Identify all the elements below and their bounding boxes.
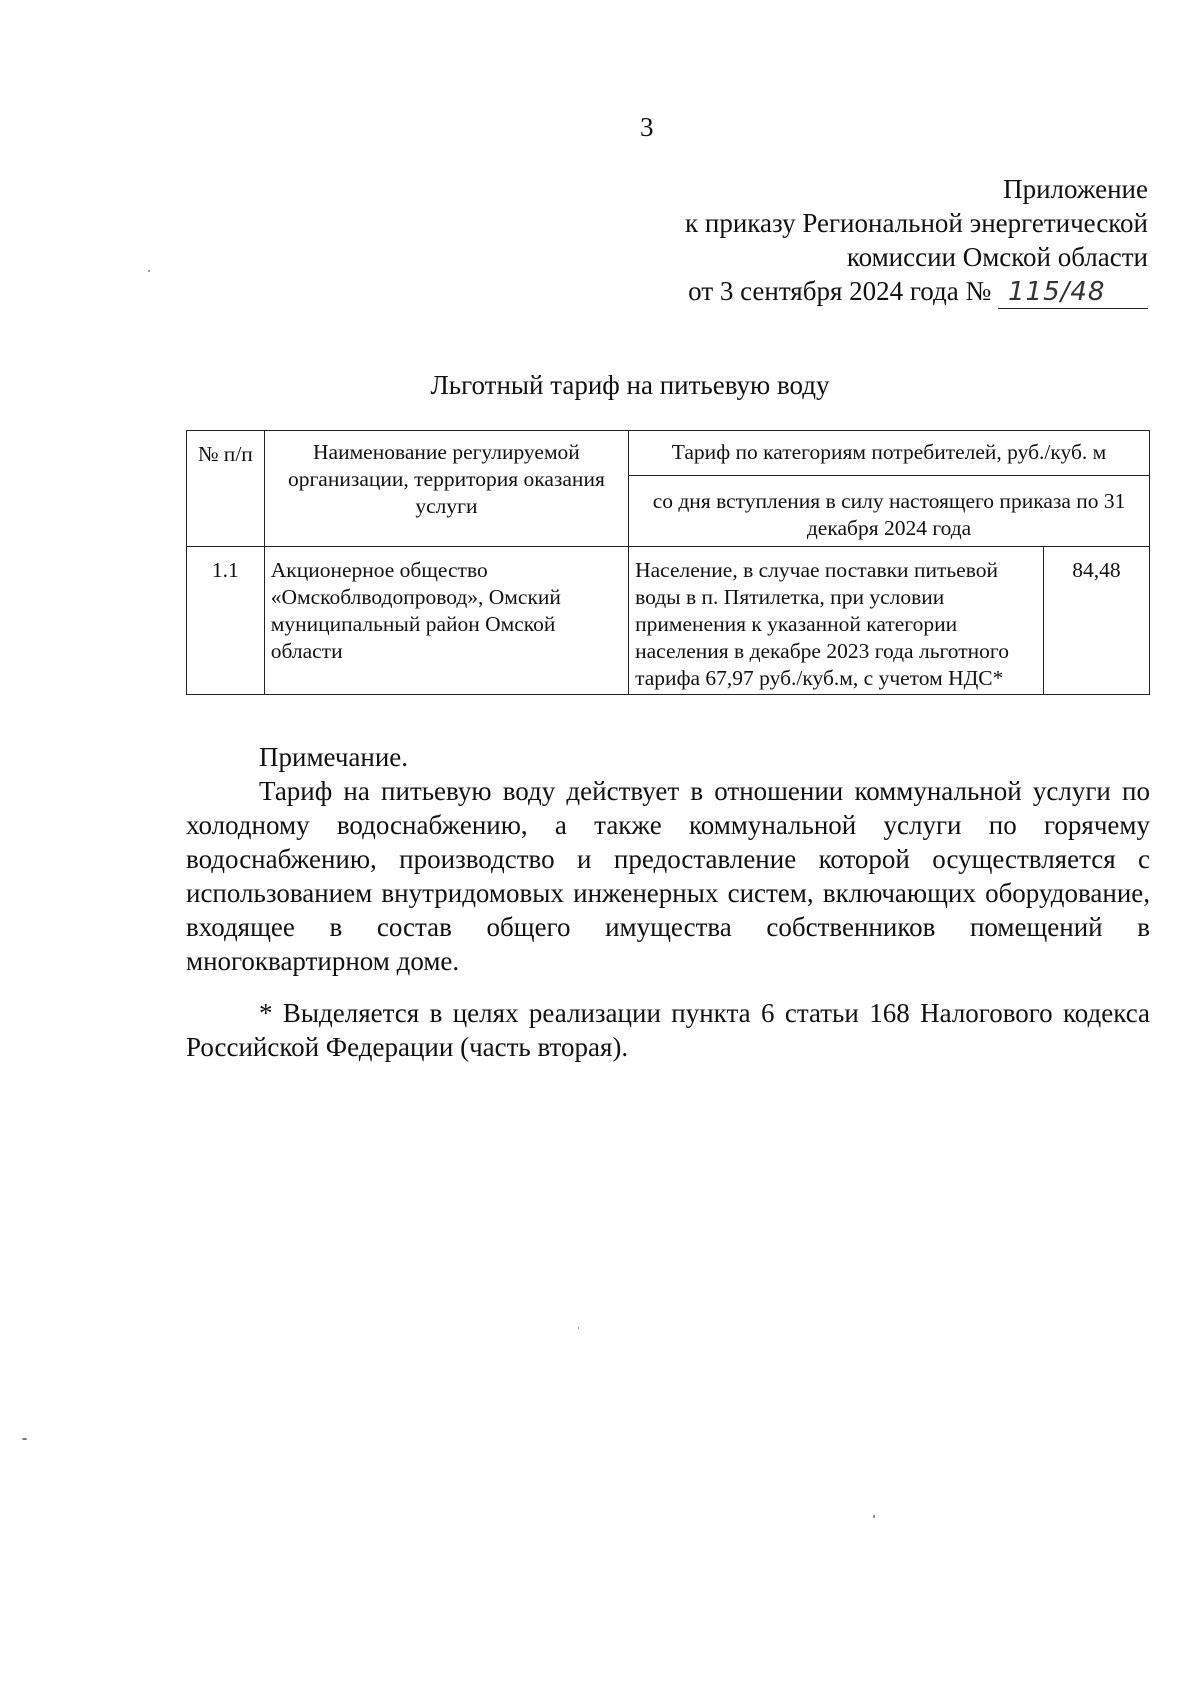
row-org: Акционерное общество «Омскоблводопровод», Омский муниципальный район Омской области [264, 547, 628, 695]
tariff-table [186, 430, 1150, 695]
scan-speck [578, 1327, 579, 1329]
footnote: * Выделяется в целях реализации пункта 6 статьи 168 Налогового кодекса Российской Федерации (часть вторая). [186, 998, 1150, 1062]
header-org: Наименование регулируемой организации, территория оказания услуги [264, 431, 628, 547]
row-tariff-value: 84,48 [1043, 547, 1149, 695]
scan-speck [148, 270, 150, 272]
header-no: № п/п [187, 431, 265, 547]
appendix-date-prefix: от 3 сентября 2024 года № [688, 276, 992, 306]
scan-speck [22, 1438, 27, 1440]
table-row [187, 547, 1150, 695]
note-section [186, 740, 1150, 978]
row-no: 1.1 [187, 547, 265, 695]
page-number: 3 [640, 112, 654, 142]
appendix-line-1: Приложение [1003, 174, 1148, 204]
header-period: со дня вступления в силу настоящего приказа по 31 декабря 2024 года [629, 476, 1150, 547]
appendix-header [588, 172, 1148, 309]
table-header-row [187, 431, 1150, 476]
appendix-line-3: комиссии Омской области [846, 242, 1148, 272]
appendix-line-2: к приказу Региональной энергетической [685, 208, 1148, 238]
row-category: Население, в случае поставки питьевой воды в п. Пятилетка, при условии применения к указанной категории населения в декабре 2023 года льготного тарифа 67,97 руб./куб.м, с учетом НДС* [629, 547, 1044, 695]
note-body: Тариф на питьевую воду действует в отношении коммунальной услуги по холодному водоснабжению, а также коммунальной услуги по горячему водоснабжению, производство и предоставление которой осуществляется с использованием внутридомовых инженерных систем, включающих оборудование, входящее в состав общего имущества собственников помещений в многоквартирном доме. [186, 776, 1150, 976]
table-title: Льготный тариф на питьевую воду [430, 370, 830, 400]
handwritten-order-number: 115/48 [998, 279, 1148, 309]
appendix-line-4 [588, 274, 1148, 309]
note-title: Примечание. [259, 742, 409, 772]
scan-speck [873, 1515, 875, 1518]
header-tariff: Тариф по категориям потребителей, руб./куб. м [629, 431, 1150, 476]
